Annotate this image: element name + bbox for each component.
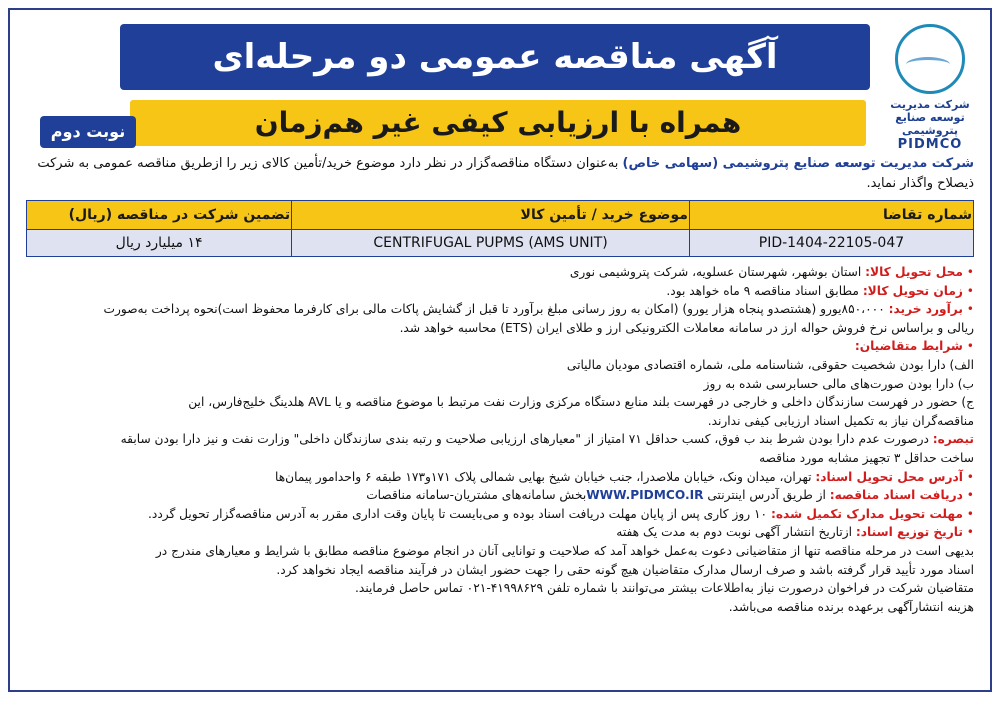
delivery-place-label: محل تحویل کالا: bbox=[865, 265, 963, 279]
conditions-label: شرایط متقاضیان: bbox=[854, 339, 963, 354]
footer-line-3: متقاضیان شرکت در فراخوان درصورت نیاز به‌اطلاعات بیشتر می‌توانند با شماره تلفن ۴۱۹۹۸۶۲۹-۰۲۱ تماس حاصل فرمایند. bbox=[355, 581, 974, 596]
header-guarantee: تضمین شرکت در مناقصه (ریال) bbox=[27, 201, 292, 230]
logo-emblem-icon bbox=[895, 24, 965, 94]
delivery-time-value: مطابق اسناد مناقصه ۹ ماه خواهد بود. bbox=[666, 283, 863, 298]
cell-guarantee: ۱۴ میلیارد ریال bbox=[27, 230, 292, 257]
footer-line-1: بدیهی است در مرحله مناقصه تنها از متقاضیانی دعوت به‌عمل خواهد آمد که صلاحیت و توانایی آنان در انجام موضوع مناقصه مطابق با شرایط و معیارهای مندرج در bbox=[155, 543, 974, 558]
estimate-line-2: ریالی و براساس نرخ فروش حواله ارز در سامانه معاملات الکترونیکی ارز و طلای ایران (ETS) محاسبه خواهد شد. bbox=[399, 320, 974, 335]
intro-text-2: ذیصلاح واگذار نماید. bbox=[866, 176, 974, 191]
note-line-2: ساخت حداقل ۳ تجهیز مشابه مورد مناقصه bbox=[759, 450, 974, 465]
cell-subject: CENTRIFUGAL PUPMS (AMS UNIT) bbox=[292, 230, 690, 257]
estimate-line: • برآورد خرید: ۸۵۰،۰۰۰یورو (هشتصدو پنجاه هزار یورو) (امکان به روز رسانی مبلغ برآورد تا قبل از گشایش پاکات مالی برای کارفرما محفوظ است)نحوه پرداخت به‌صورت bbox=[103, 302, 974, 317]
condition-c: ج) حضور در فهرست سازندگان داخلی و خارجی در فهرست بلند منابع دستگاه مرکزی وزارت نفت مرتبط با موضوع مناقصه و یا AVL هلدینگ خلیج‌فارس، این bbox=[188, 395, 974, 410]
delivery-place-line: • محل تحویل کالا: استان بوشهر، شهرستان عسلویه، شرکت پتروشیمی نوری bbox=[569, 265, 974, 279]
footer-line-4: هزینه انتشارآگهی برعهده برنده مناقصه می‌باشد. bbox=[728, 599, 974, 614]
notice-header bbox=[10, 10, 990, 150]
delivery-time-label: زمان تحویل کالا: bbox=[862, 283, 963, 298]
estimate-value: ۸۵۰،۰۰۰یورو (هشتصدو پنجاه هزار یورو) (امکان به روز رسانی مبلغ برآورد تا قبل از گشایش پاکات مالی برای کارفرما محفوظ است)نحوه پرداخت به‌صورت bbox=[103, 302, 889, 317]
condition-a: الف) دارا بودن شخصیت حقوقی، شناسنامه ملی، شماره اقتصادی مودیان مالیاتی bbox=[566, 357, 974, 372]
notice-subtitle: همراه با ارزیابی کیفی غیر هم‌زمان bbox=[130, 100, 866, 146]
address-line: • آدرس محل تحویل اسناد: تهران، میدان ونک، خیابان ملاصدرا، جنب خیابان شیخ بهایی شمالی پلاک ۱۷۱و۱۷۳ طبقه ۶ واحدامور پیمان‌ها bbox=[275, 469, 974, 484]
intro-text: به‌عنوان دستگاه مناقصه‌گزار در نظر دارد موضوع خرید/تأمین کالای زیر را ازطریق مناقصه عمومی به شرکت bbox=[37, 156, 623, 171]
docs-label: دریافت اسناد مناقصه: bbox=[829, 488, 963, 503]
condition-c-2: مناقصه‌گران نیاز به تکمیل اسناد ارزیابی کیفی ندارند. bbox=[707, 413, 974, 428]
note-value: درصورت عدم دارا بودن شرط بند ب فوق، کسب حداقل ۷۱ امتیاز از "معیارهای ارزیابی صلاحیت و رتبه بندی سازندگان داخلی" وزارت نفت و نیز دارا بودن سابقه bbox=[120, 432, 933, 447]
address-label: آدرس محل تحویل اسناد: bbox=[815, 469, 963, 484]
delivery-time-line: • زمان تحویل کالا: مطابق اسناد مناقصه ۹ ماه خواهد بود. bbox=[666, 283, 974, 298]
note-label: تبصره: bbox=[932, 432, 974, 447]
docs-line: • دریافت اسناد مناقصه: از طریق آدرس اینترنتی WWW.PIDMCO.IRبخش سامانه‌های مشتریان-سامانه مناقصات bbox=[366, 488, 974, 503]
docs-post: بخش سامانه‌های مشتریان-سامانه مناقصات bbox=[366, 488, 587, 503]
distribution-line: • تاریخ توزیع اسناد: ازتاریخ انتشار آگهی نوبت دوم به مدت یک هفته bbox=[616, 525, 974, 540]
delivery-place-value: استان بوشهر، شهرستان عسلویه، شرکت پتروشیمی نوری bbox=[569, 265, 866, 279]
address-value: تهران، میدان ونک، خیابان ملاصدرا، جنب خیابان شیخ بهایی شمالی پلاک ۱۷۱و۱۷۳ طبقه ۶ واحدامور پیمان‌ها bbox=[275, 469, 816, 484]
condition-b: ب) دارا بودن صورت‌های مالی حسابرسی شده به روز bbox=[703, 376, 974, 391]
header-request-number: شماره تقاضا bbox=[689, 201, 973, 230]
notice-body bbox=[10, 154, 990, 616]
logo-company-name: شرکت مدیریت توسعه صنایع پتروشیمی bbox=[890, 98, 970, 137]
deadline-line: • مهلت تحویل مدارک تکمیل شده: ۱۰ روز کاری پس از پایان مهلت دریافت اسناد بوده و می‌بایست تا پایان وقت اداری مقرر به آدرس مناقصه‌گزار تحویل گردد. bbox=[148, 506, 974, 521]
logo-abbreviation: PIDMCO bbox=[897, 137, 963, 152]
tender-table bbox=[26, 200, 974, 257]
notice-title: آگهی مناقصه عمومی دو مرحله‌ای bbox=[120, 24, 870, 90]
distribution-value: ازتاریخ انتشار آگهی نوبت دوم به مدت یک هفته bbox=[616, 525, 856, 540]
table-header-row bbox=[27, 201, 974, 230]
conditions-heading: • شرایط متقاضیان: bbox=[854, 339, 974, 354]
round-badge: نوبت دوم bbox=[40, 116, 136, 148]
header-subject: موضوع خرید / تأمین کالا bbox=[292, 201, 690, 230]
estimate-label: برآورد خرید: bbox=[888, 302, 963, 317]
distribution-label: تاریخ توزیع اسناد: bbox=[855, 525, 963, 540]
deadline-value: ۱۰ روز کاری پس از پایان مهلت دریافت اسناد بوده و می‌بایست تا پایان وقت اداری مقرر به آدرس مناقصه‌گزار تحویل گردد. bbox=[148, 506, 771, 521]
company-logo bbox=[880, 24, 980, 152]
deadline-label: مهلت تحویل مدارک تکمیل شده: bbox=[770, 506, 963, 521]
docs-url-link[interactable]: WWW.PIDMCO.IR bbox=[586, 488, 704, 503]
intro-paragraph bbox=[26, 154, 974, 194]
note-line bbox=[26, 430, 974, 449]
intro-company: شرکت مدیریت توسعه صنایع پتروشیمی (سهامی خاص) bbox=[622, 156, 974, 171]
cell-request-number: PID-1404-22105-047 bbox=[689, 230, 973, 257]
footer-line-2: اسناد مورد تأیید قرار گرفته باشد و صرف ارسال مدارک متقاضیان هیچ گونه حقی را جهت حضور ایشان در فرآیند مناقصه ایجاد نخواهد کرد. bbox=[276, 562, 974, 577]
tender-notice bbox=[8, 8, 992, 692]
docs-pre: از طریق آدرس اینترنتی bbox=[703, 488, 830, 503]
table-row bbox=[27, 230, 974, 257]
